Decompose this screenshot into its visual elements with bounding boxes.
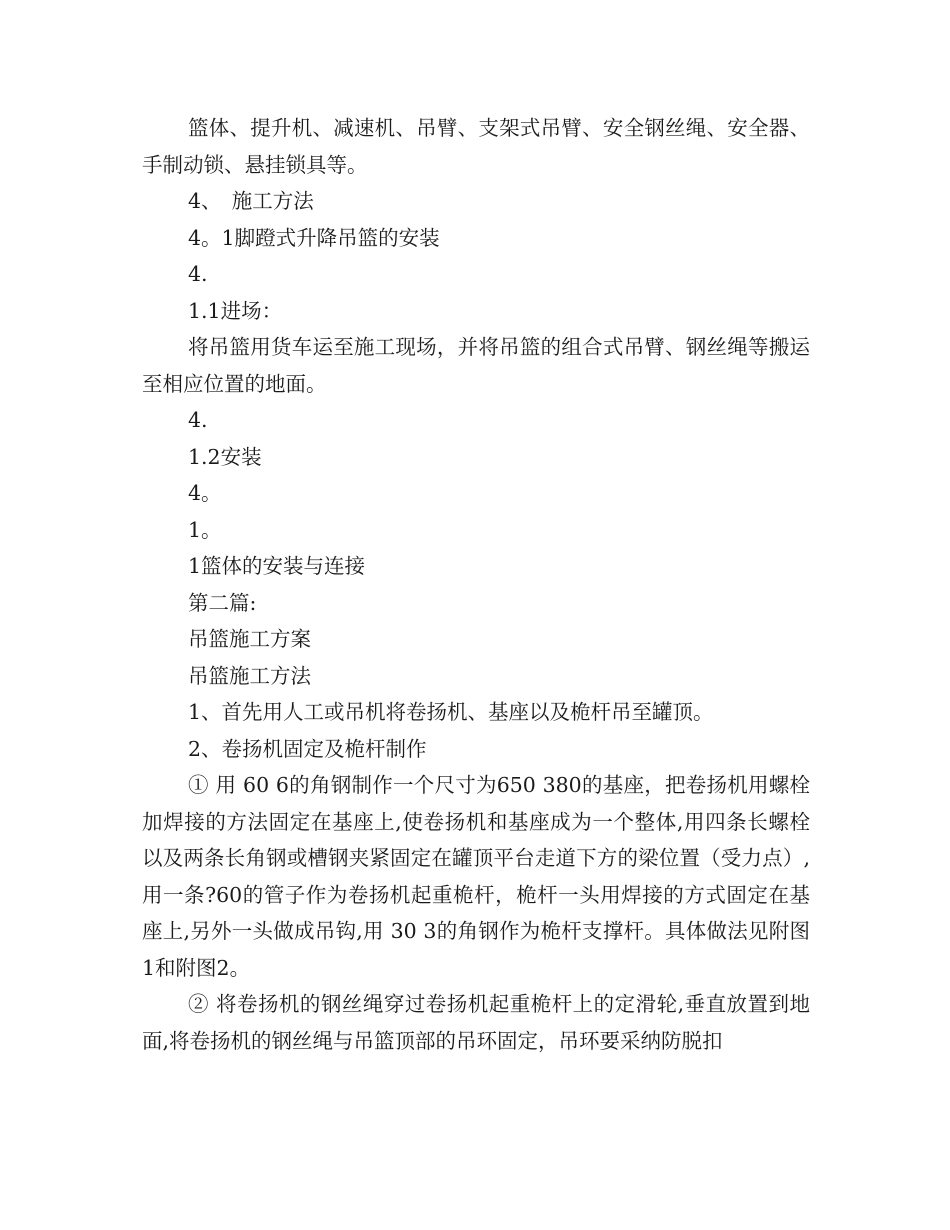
section-number: 1。 bbox=[188, 517, 222, 542]
heading-construction-method: 4、 施工方法 bbox=[188, 189, 314, 213]
paragraph-item-2: ② 将卷扬机的钢丝绳穿过卷扬机起重桅杆上的定滑轮,垂直放置到地面,将卷扬机的钢丝绳与吊篮顶部的吊环固定，吊环要采纳防脱扣 bbox=[142, 992, 810, 1053]
heading-plan: 吊篮施工方案 bbox=[188, 627, 311, 651]
paragraph-step-2: 2、卷扬机固定及桅杆制作 bbox=[188, 736, 427, 761]
heading-installation: 4。1脚蹬式升降吊篮的安装 bbox=[188, 225, 440, 250]
section-number: 4. bbox=[188, 408, 208, 432]
section-number: 4。 bbox=[188, 481, 222, 505]
document-body bbox=[142, 110, 810, 1059]
paragraph-step-1: 1、首先用人工或吊机将卷扬机、基座以及桅杆吊至罐顶。 bbox=[188, 700, 714, 724]
heading-entry: 1.1进场： bbox=[188, 298, 283, 323]
paragraph-equipment-list: 篮体、提升机、减速机、吊臂、支架式吊臂、安全钢丝绳、安全器、手制动锁、悬挂锁具等。 bbox=[142, 116, 810, 177]
heading-install: 1.2安装 bbox=[188, 444, 262, 469]
heading-basket-connection: 1篮体的安装与连接 bbox=[188, 554, 366, 578]
heading-method: 吊篮施工方法 bbox=[188, 663, 311, 688]
paragraph-transport: 将吊篮用货车运至施工现场，并将吊篮的组合式吊臂、钢丝绳等搬运至相应位置的地面。 bbox=[142, 335, 810, 396]
paragraph-item-1: ① 用 60 6的角钢制作一个尺寸为650 380的基座，把卷扬机用螺栓加焊接的方法固定在基座上,使卷扬机和基座成为一个整体,用四条长螺栓以及两条长角钢或槽钢夹紧固定在罐顶平台走道下方的梁位置（受力点）,用一条?60的管子作为卷扬机起重桅杆，桅杆一头用焊接的方式固定在基座上,另外一头做成吊钩,用 30 3的角钢作为桅杆支撑杆。具体做法见附图1和附图2。 bbox=[142, 773, 810, 980]
heading-part-two: 第二篇: bbox=[188, 590, 257, 615]
section-number: 4. bbox=[188, 262, 208, 286]
